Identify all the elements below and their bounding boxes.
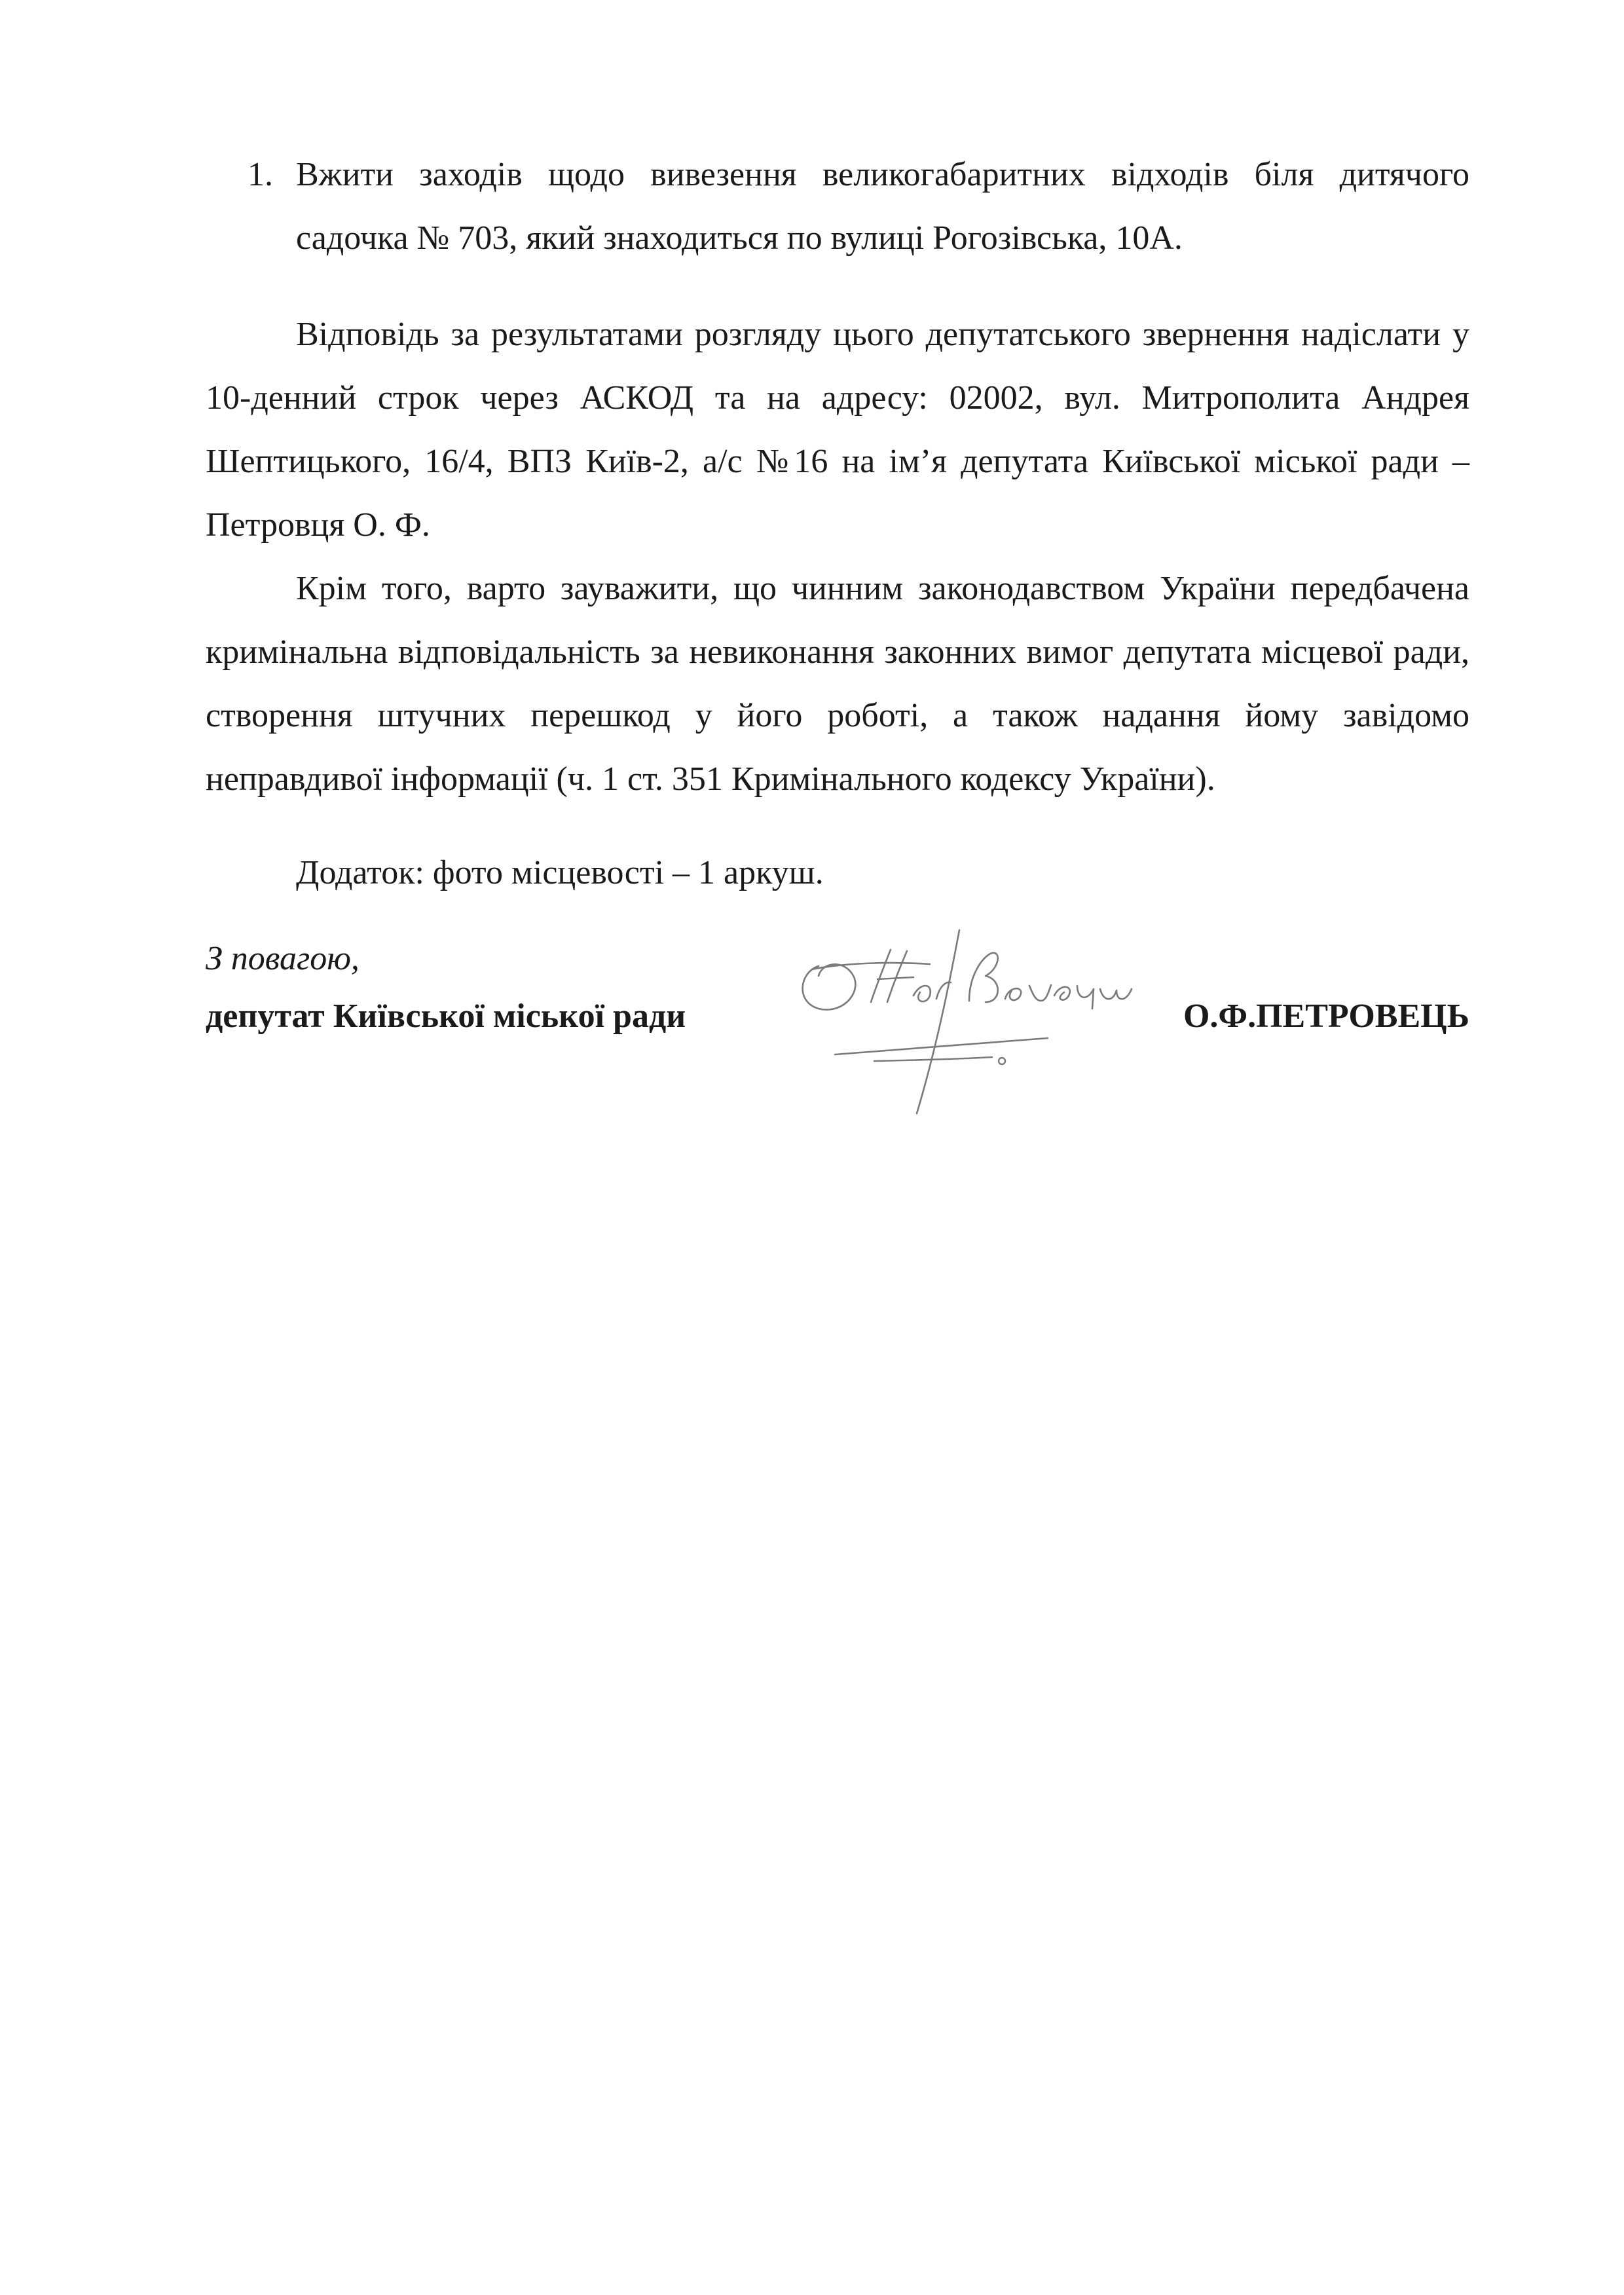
signer-name: О.Ф.ПЕТРОВЕЦЬ — [1183, 998, 1469, 1035]
letter-closing — [206, 930, 1469, 1045]
request-list-item — [206, 143, 1469, 270]
attachment-note: Додаток: фото місцевості – 1 аркуш. — [296, 854, 824, 891]
request-item-number: 1. — [248, 156, 273, 193]
closing-greeting: З повагою, — [206, 940, 360, 977]
response-paragraph: Відповідь за результатами розгляду цього депутатського звернення надіслати у 10-денний строк через АСКОД та на адресу: 02002, вул. Митрополита Андрея Шептицького, 16/4, ВПЗ Київ-2, а/с №16 на ім’я депутата Київської міської ради – Петровця О. Ф. — [206, 316, 1469, 544]
signer-role: депутат Київської міської ради — [206, 998, 686, 1035]
liability-paragraph: Крім того, варто зауважити, що чинним законодавством України передбачена кримінальна відповідальність за невиконання законних вимог депутата місцевої ради, створення штучних перешкод у його роботі, а також надання йому завідомо неправдивої інформації (ч. 1 ст. 351 Кримінального кодексу України). — [206, 570, 1469, 798]
letter-body — [206, 143, 1469, 905]
request-item-text: Вжити заходів щодо вивезення великогабаритних відходів біля дитячого садочка № 703, який знаходиться по вулиці Рогозівська, 10А. — [296, 156, 1469, 257]
